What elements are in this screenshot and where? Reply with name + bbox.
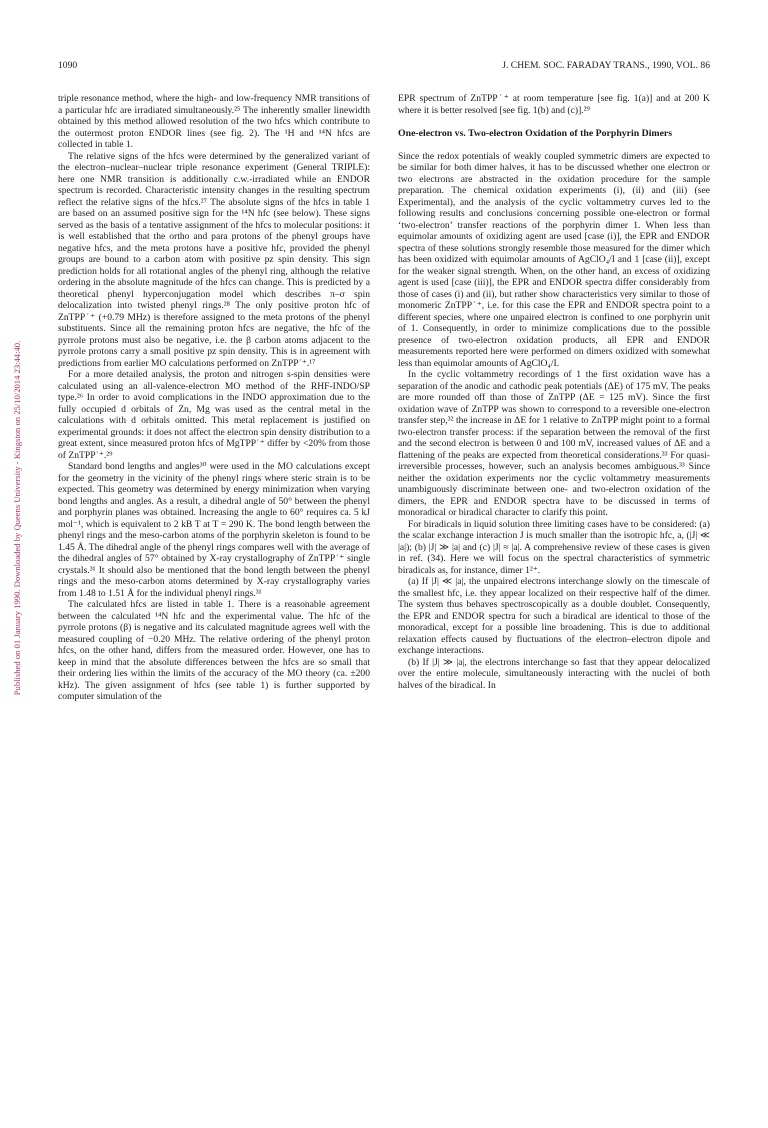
download-notice: Published on 01 January 1990. Downloaded by Queens University - Kingston on 25/10/2014 23:44:40. bbox=[12, 340, 22, 696]
journal-citation: J. CHEM. SOC. FARADAY TRANS., 1990, VOL. 86 bbox=[502, 60, 710, 71]
paragraph: The calculated hfcs are listed in table 1. There is a reasonable agreement between the calculated ¹⁴N hfc and the experimental value. The hfc of the pyrrole protons (β) is negative and its calculated magnitude agrees well with the measured coupling of −0.20 MHz. The relative ordering of the phenyl proton hfcs, on the other hand, differs from the measured order. However, one has to keep in mind that the absolute differences between the hfcs are so small that their ordering lies within the limits of the accuracy of the MO theory (ca. ±200 kHz). The given assignment of hfcs (see table 1) is further supported by computer simulation of the bbox=[58, 599, 370, 702]
paragraph: For biradicals in liquid solution three limiting cases have to be considered: (a) the scalar exchange interaction J is much smaller than the isotropic hfc, a, (|J| ≪ |a|); (b) |J| ≫ |a| and (c) |J| ≈ |a|. A comprehensive review of these cases is given in ref. (34). Here we will focus on the spectral characteristics of symmetric biradicals as, for instance, dimer 1²⁺. bbox=[398, 518, 710, 576]
paragraph: triple resonance method, where the high- and low-frequency NMR transitions of a particular hfc are irradiated simultaneously.²⁵ The inherently smaller linewidth obtained by this method allowed resolution of the two hfcs which contribute to the outermost proton ENDOR lines (see fig. 2). The ¹H and ¹⁴N hfcs are collected in table 1. bbox=[58, 93, 370, 150]
paragraph: For a more detailed analysis, the proton and nitrogen s-spin densities were calculated using an all-valence-electron MO method of the RHF-INDO/SP type.²⁶ In order to avoid complications in the INDO approximation due to the fully occupied d orbitals of Zn, Mg was used as the central metal in the calculations with d orbitals omitted. This metal replacement is justified on experimental grounds: it does not affect the electron spin density distribution to a great extent, since measured proton hfcs of MgTPP˙⁺ differ by <20% from those of ZnTPP˙⁺.²⁹ bbox=[58, 369, 370, 461]
paragraph: Standard bond lengths and angles³⁰ were used in the MO calculations except for the geometry in the vicinity of the phenyl rings where steric strain is to be expected. This geometry was determined by energy minimization when varying bond lengths and angles. As a result, a dihedral angle of 50° between the phenyl and porphyrin planes was obtained. Increasing the angle to 60° requires ca. 5 kJ mol⁻¹, which is equivalent to 2 kB T at T = 290 K. The bond length between the phenyl rings and the meso-carbon atoms of the porphyrin skeleton is found to be 1.45 Å. The dihedral angle of the phenyl rings compares well with the average of the dihedral angles of 57° obtained by X-ray crystallography of ZnTPP˙⁺ single crystals.³¹ It should also be mentioned that the bond length between the phenyl rings and the meso-carbon atoms determined by X-ray crystallography varies from 1.48 to 1.51 Å for the individual phenyl rings.³¹ bbox=[58, 461, 370, 599]
left-column bbox=[58, 93, 370, 1093]
paragraph: (a) If |J| ≪ |a|, the unpaired electrons interchange slowly on the timescale of the smallest hfc, i.e. they appear localized on their respective half of the dimer. The system thus behaves spectroscopically as a double doublet. Consequently, the EPR and ENDOR spectra for such a biradical are identical to those of the monoradical, except for a possible line broadening. This is due to additional relaxation effects caused by fluctuations of the electron–electron dipole and exchange interactions. bbox=[398, 576, 710, 656]
right-column bbox=[398, 93, 710, 1093]
running-header bbox=[0, 60, 768, 74]
paragraph: In the cyclic voltammetry recordings of 1 the first oxidation wave has a separation of the anodic and cathodic peak potentials (ΔE) of 175 mV. The peaks are more rounded off than those of ZnTPP (ΔE = 125 mV). Since the first oxidation wave of ZnTPP was shown to correspond to a reversible one-electron transfer step,³² the increase in ΔE for 1 relative to ZnTPP might point to a formal two-electron transfer process: if the separation between the removal of the first and the second electron is between 0 and 100 mV, increased values of ΔE and a flattening of the peaks are expected from theoretical considerations.³³ For quasi-irreversible processes, however, such an analysis becomes ambiguous.³³ Since neither the oxidation experiments nor the cyclic voltammetry measurements unambiguously discriminate between one- and two-electron oxidation of the dimers, the EPR and ENDOR spectra have to be discussed in terms of monoradical or biradical character to clarify this point. bbox=[398, 369, 710, 518]
page-number: 1090 bbox=[58, 60, 78, 71]
paragraph: The relative signs of the hfcs were determined by the generalized variant of the electron–nuclear–nuclear triple resonance experiment (General TRIPLE): here one NMR transition is additionally c.w.-irradiated while an ENDOR spectrum is recorded. Characteristic intensity changes in the resulting spectrum reflect the relative signs of the hfcs.²⁷ The absolute signs of the hfcs in table 1 are based on an assumed positive sign for the ¹⁴N hfc (see below). These signs served as the basis of a tentative assignment of the hfcs to molecular positions: it is well established that the ortho and para protons of the phenyl groups have negative hfcs, and the meta protons have a positive hfc, provided the phenyl groups are bound to a carbon atom with positive pz spin density. This sign prediction holds for all rotational angles of the phenyl ring, although the relative ordering in the absolute magnitude of the hfcs can change. This is predicted by a theoretical phenyl hyperconjugation model which describes π–σ spin delocalization into twisted phenyl rings.²⁸ The only positive proton hfc of ZnTPP˙⁺ (+0.79 MHz) is therefore assigned to the meta protons of the phenyl substituents. Since all the remaining proton hfcs are negative, the hfc of the pyrrole protons must also be negative, i.e. the β carbon atoms adjacent to the pyrrole protons carry a small positive pz spin density. This is in agreement with predictions from earlier MO calculations performed on ZnTPP˙⁺.¹⁷ bbox=[58, 150, 370, 369]
paragraph: Since the redox potentials of weakly coupled symmetric dimers are expected to be similar for both dimer halves, it has to be discussed whether one electron or two electrons are abstracted in the oxidation procedure for the sample preparation. The chemical oxidation experiments (i), (ii) and (iii) (see Experimental), and the analysis of the cyclic voltammetry curves led to the following results and conclusions concerning possible one-electron or formal ‘two-electron’ transfer reactions of the porphyrin dimer 1. When less than equimolar amounts of oxidizing agent are used [case (i)], the EPR and ENDOR spectra of these solutions strongly resemble those measured for the dimer which has been oxidized with equimolar amounts of AgClO₄/I and 1 [case (ii)], except for the weaker signal strength. When, on the other hand, an excess of oxidizing agent is used [case (iii)], the EPR and ENDOR spectra differ considerably from those of cases (i) and (ii), but rather show characteristics very similar to those of monomeric ZnTPP˙⁺, i.e. for this case the EPR and ENDOR spectra point to a different species, where one unpaired electron is confined to one porphyrin unit of 1. Consequently, in order to minimize complications due to the possible presence of two-electron oxidation products, all EPR and ENDOR measurements reported here were performed on dimers oxidized with somewhat less than equimolar amounts of AgClO₄/I. bbox=[398, 150, 710, 369]
section-heading: One-electron vs. Two-electron Oxidation of the Porphyrin Dimers bbox=[398, 128, 673, 139]
paragraph: (b) If |J| ≫ |a|, the electrons interchange so fast that they appear delocalized over the entire molecule, simultaneously interacting with the nuclei of both halves of the biradical. In bbox=[398, 656, 710, 691]
paragraph: EPR spectrum of ZnTPP˙⁺ at room temperature [see fig. 1(a)] and at 200 K where it is better resolved [see fig. 1(b) and (c)].²⁹ bbox=[398, 93, 710, 116]
download-watermark bbox=[10, 240, 24, 800]
